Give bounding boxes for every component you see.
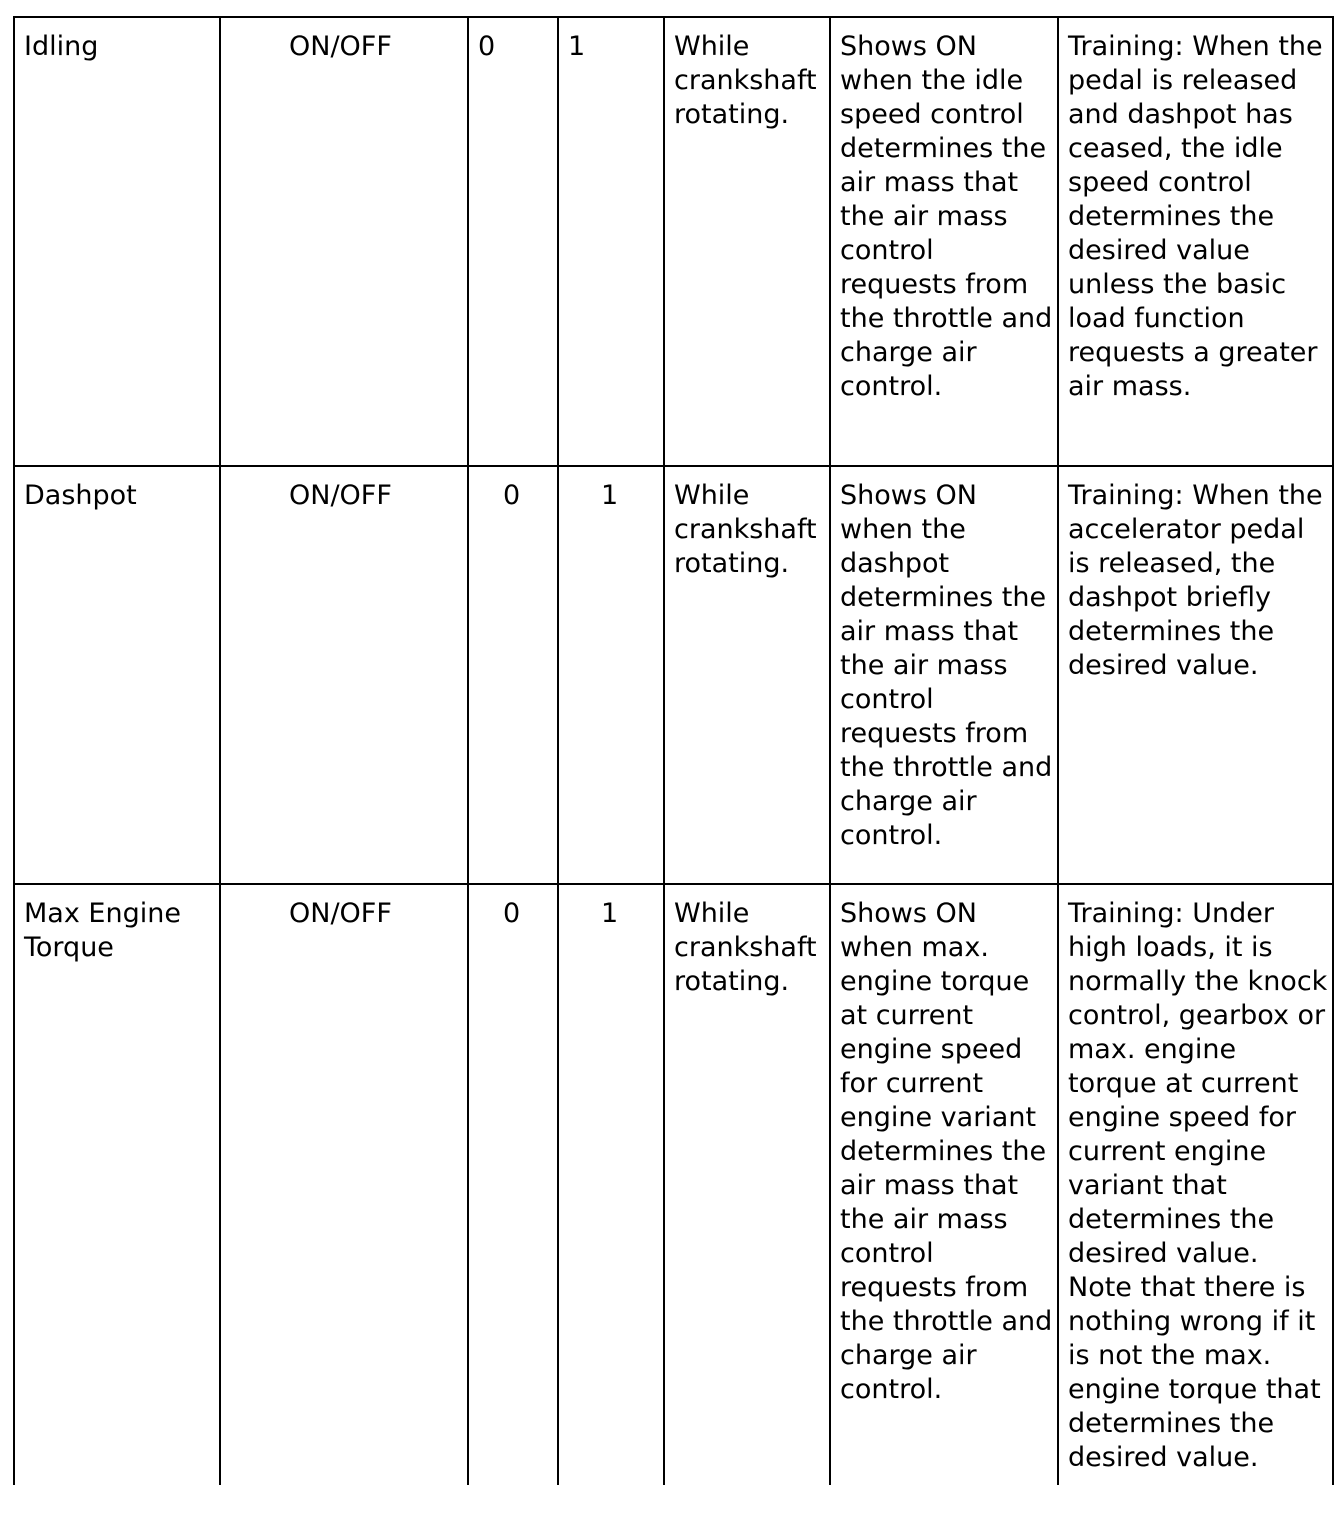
table-row (14, 17, 1333, 466)
parameter-description: Shows ON when the dashpot determines the air mass that the air mass control requests from the throttle and charge air control. (830, 466, 1058, 884)
parameter-min: 0 (468, 884, 558, 1485)
parameter-condition: While crankshaft rotating. (664, 466, 830, 884)
parameter-description: Shows ON when the idle speed control determines the air mass that the air mass control requests from the throttle and charge air control. (830, 17, 1058, 466)
parameter-note: Training: Under high loads, it is normally the knock control, gearbox or max. engine torque at current engine speed for current engine variant that determines the desired value. Note that there is nothing wrong if it is not the max. engine torque that determines the desired value. (1058, 884, 1333, 1485)
parameter-description: Shows ON when max. engine torque at current engine speed for current engine variant determines the air mass that the air mass control requests from the throttle and charge air control. (830, 884, 1058, 1485)
parameter-table (13, 16, 1334, 1485)
parameter-unit: ON/OFF (220, 17, 468, 466)
parameter-name: Max Engine Torque (14, 884, 220, 1485)
parameter-min: 0 (468, 17, 558, 466)
parameter-name: Dashpot (14, 466, 220, 884)
table-row (14, 884, 1333, 1485)
parameter-unit: ON/OFF (220, 884, 468, 1485)
parameter-unit: ON/OFF (220, 466, 468, 884)
parameter-name: Idling (14, 17, 220, 466)
parameter-max: 1 (558, 17, 664, 466)
table-row (14, 466, 1333, 884)
parameter-min: 0 (468, 466, 558, 884)
parameter-note: Training: When the accelerator pedal is released, the dashpot briefly determines the desired value. (1058, 466, 1333, 884)
parameter-condition: While crankshaft rotating. (664, 884, 830, 1485)
parameter-note: Training: When the pedal is released and dashpot has ceased, the idle speed control determines the desired value unless the basic load function requests a greater air mass. (1058, 17, 1333, 466)
parameter-max: 1 (558, 466, 664, 884)
parameter-condition: While crankshaft rotating. (664, 17, 830, 466)
parameter-max: 1 (558, 884, 664, 1485)
